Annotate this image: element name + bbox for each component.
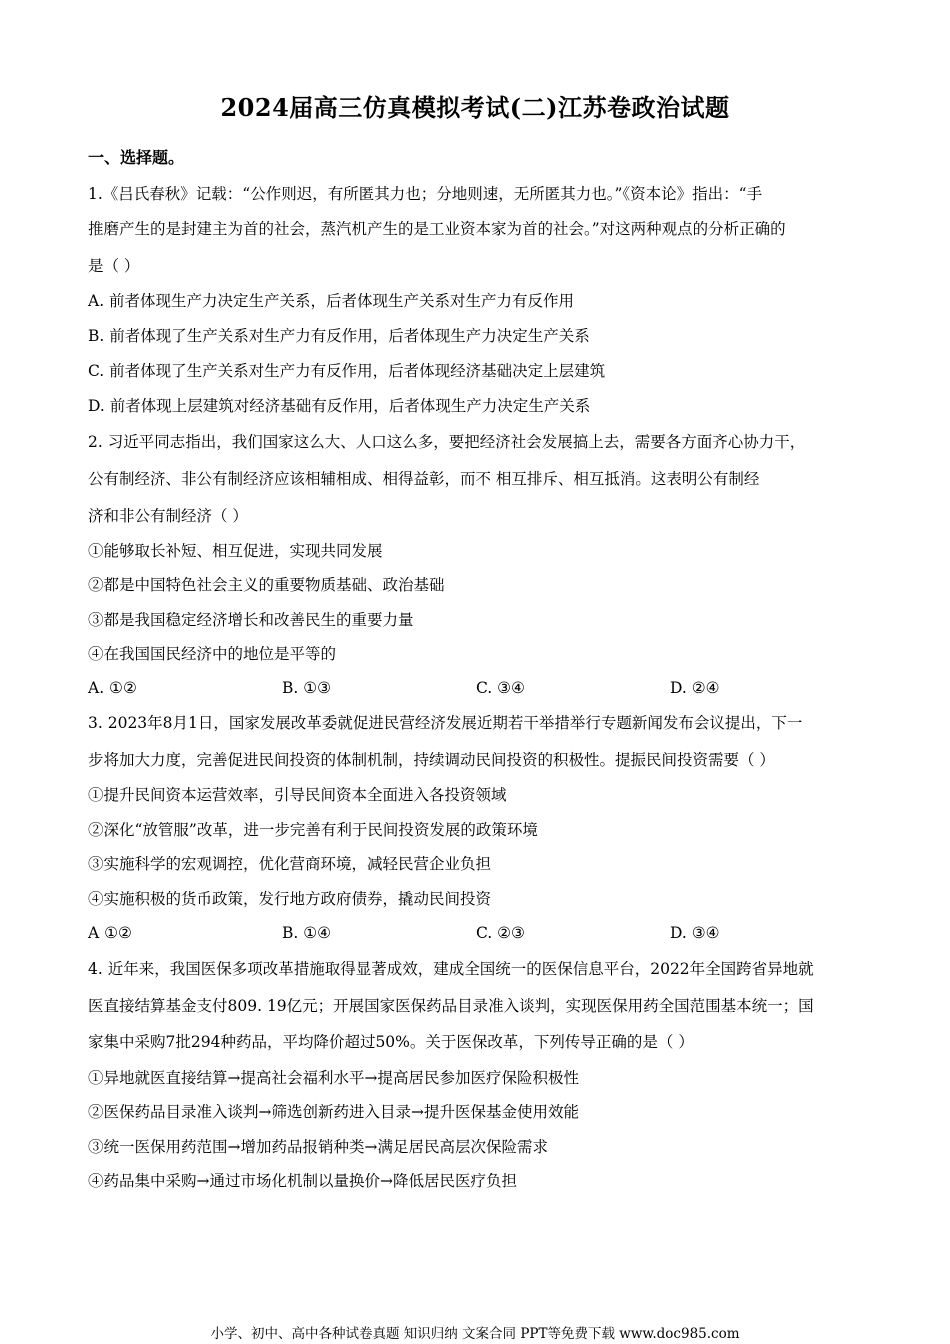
- q2-option-d: D. ②④: [670, 679, 720, 697]
- q3-item: ③实施科学的宏观调控，优化营商环境，减轻民营企业负担: [88, 855, 492, 873]
- q1-stem-line: 1.《吕氏春秋》记载：“公作则迟，有所匿其力也；分地则速，无所匿其力也。”《资本论》指出：“手: [88, 185, 763, 203]
- q4-stem-line: 4. 近年来，我国医保多项改革措施取得显著成效，建成全国统一的医保信息平台，2022年全国跨省异地就: [88, 960, 814, 978]
- q3-item: ④实施积极的货币政策，发行地方政府债券，撬动民间投资: [88, 890, 492, 908]
- q4-stem-line: 医直接结算基金支付809. 19亿元；开展国家医保药品目录准入谈判，实现医保用药全国范围基本统一；国: [88, 997, 814, 1015]
- q4-item: ④药品集中采购→通过市场化机制以量换价→降低居民医疗负担: [88, 1172, 517, 1190]
- q2-item: ②都是中国特色社会主义的重要物质基础、政治基础: [88, 576, 445, 594]
- q4-item: ②医保药品目录准入谈判→筛选创新药进入目录→提升医保基金使用效能: [88, 1103, 579, 1121]
- q3-item: ②深化“放管服”改革，进一步完善有利于民间投资发展的政策环境: [88, 821, 538, 839]
- q1-option-a: A. 前者体现生产力决定生产关系，后者体现生产关系对生产力有反作用: [88, 292, 575, 310]
- q2-stem-line: 济和非公有制经济（ ）: [88, 507, 248, 525]
- q1-option-c: C. 前者体现了生产关系对生产力有反作用，后者体现经济基础决定上层建筑: [88, 362, 606, 380]
- q4-item: ③统一医保用药范围→增加药品报销种类→满足居民高层次保险需求: [88, 1138, 548, 1156]
- q3-item: ①提升民间资本运营效率，引导民间资本全面进入各投资领域: [88, 786, 507, 804]
- section-heading: 一、选择题。: [88, 148, 185, 167]
- q2-item: ④在我国国民经济中的地位是平等的: [88, 645, 337, 663]
- q1-stem-line: 推磨产生的是封建主为首的社会，蒸汽机产生的是工业资本家为首的社会。”对这两种观点的分析正确的: [88, 220, 786, 238]
- page-title: 2024届高三仿真模拟考试(二)江苏卷政治试题: [220, 93, 730, 122]
- q1-option-b: B. 前者体现了生产关系对生产力有反作用，后者体现生产力决定生产关系: [88, 327, 590, 345]
- q2-option-c: C. ③④: [476, 679, 525, 697]
- page-footer: 小学、初中、高中各种试卷真题 知识归纳 文案合同 PPT等免费下载 www.doc985.com: [210, 1326, 740, 1342]
- q2-option-b: B. ①③: [282, 679, 332, 697]
- q1-stem-line: 是（ ）: [88, 257, 140, 275]
- q2-item: ③都是我国稳定经济增长和改善民生的重要力量: [88, 611, 414, 629]
- q3-option-b: B. ①④: [282, 924, 332, 942]
- q4-stem-line: 家集中采购7批294种药品，平均降价超过50%。关于医保改革，下列传导正确的是（ ）: [88, 1033, 694, 1051]
- q3-stem-line: 步将加大力度，完善促进民间投资的体制机制，持续调动民间投资的积极性。提振民间投资需要（ ）: [88, 751, 775, 769]
- q2-stem-line: 2. 习近平同志指出，我们国家这么大、人口这么多，要把经济社会发展搞上去，需要各方面齐心协力干，: [88, 433, 806, 451]
- q3-option-d: D. ③④: [670, 924, 720, 942]
- q3-stem-line: 3. 2023年8月1日，国家发展改革委就促进民营经济发展近期若干举措举行专题新闻发布会议提出，下一: [88, 714, 803, 732]
- q2-item: ①能够取长补短、相互促进，实现共同发展: [88, 542, 383, 560]
- q2-stem-line: 公有制经济、非公有制经济应该相辅相成、相得益彰，而不 相互排斥、相互抵消。这表明公有制经: [88, 470, 760, 488]
- q4-item: ①异地就医直接结算→提高社会福利水平→提高居民参加医疗保险积极性: [88, 1069, 579, 1087]
- q3-option-c: C. ②③: [476, 924, 525, 942]
- q1-option-d: D. 前者体现上层建筑对经济基础有反作用，后者体现生产力决定生产关系: [88, 397, 591, 415]
- q3-option-a: A ①②: [88, 924, 132, 942]
- q2-option-a: A. ①②: [88, 679, 137, 697]
